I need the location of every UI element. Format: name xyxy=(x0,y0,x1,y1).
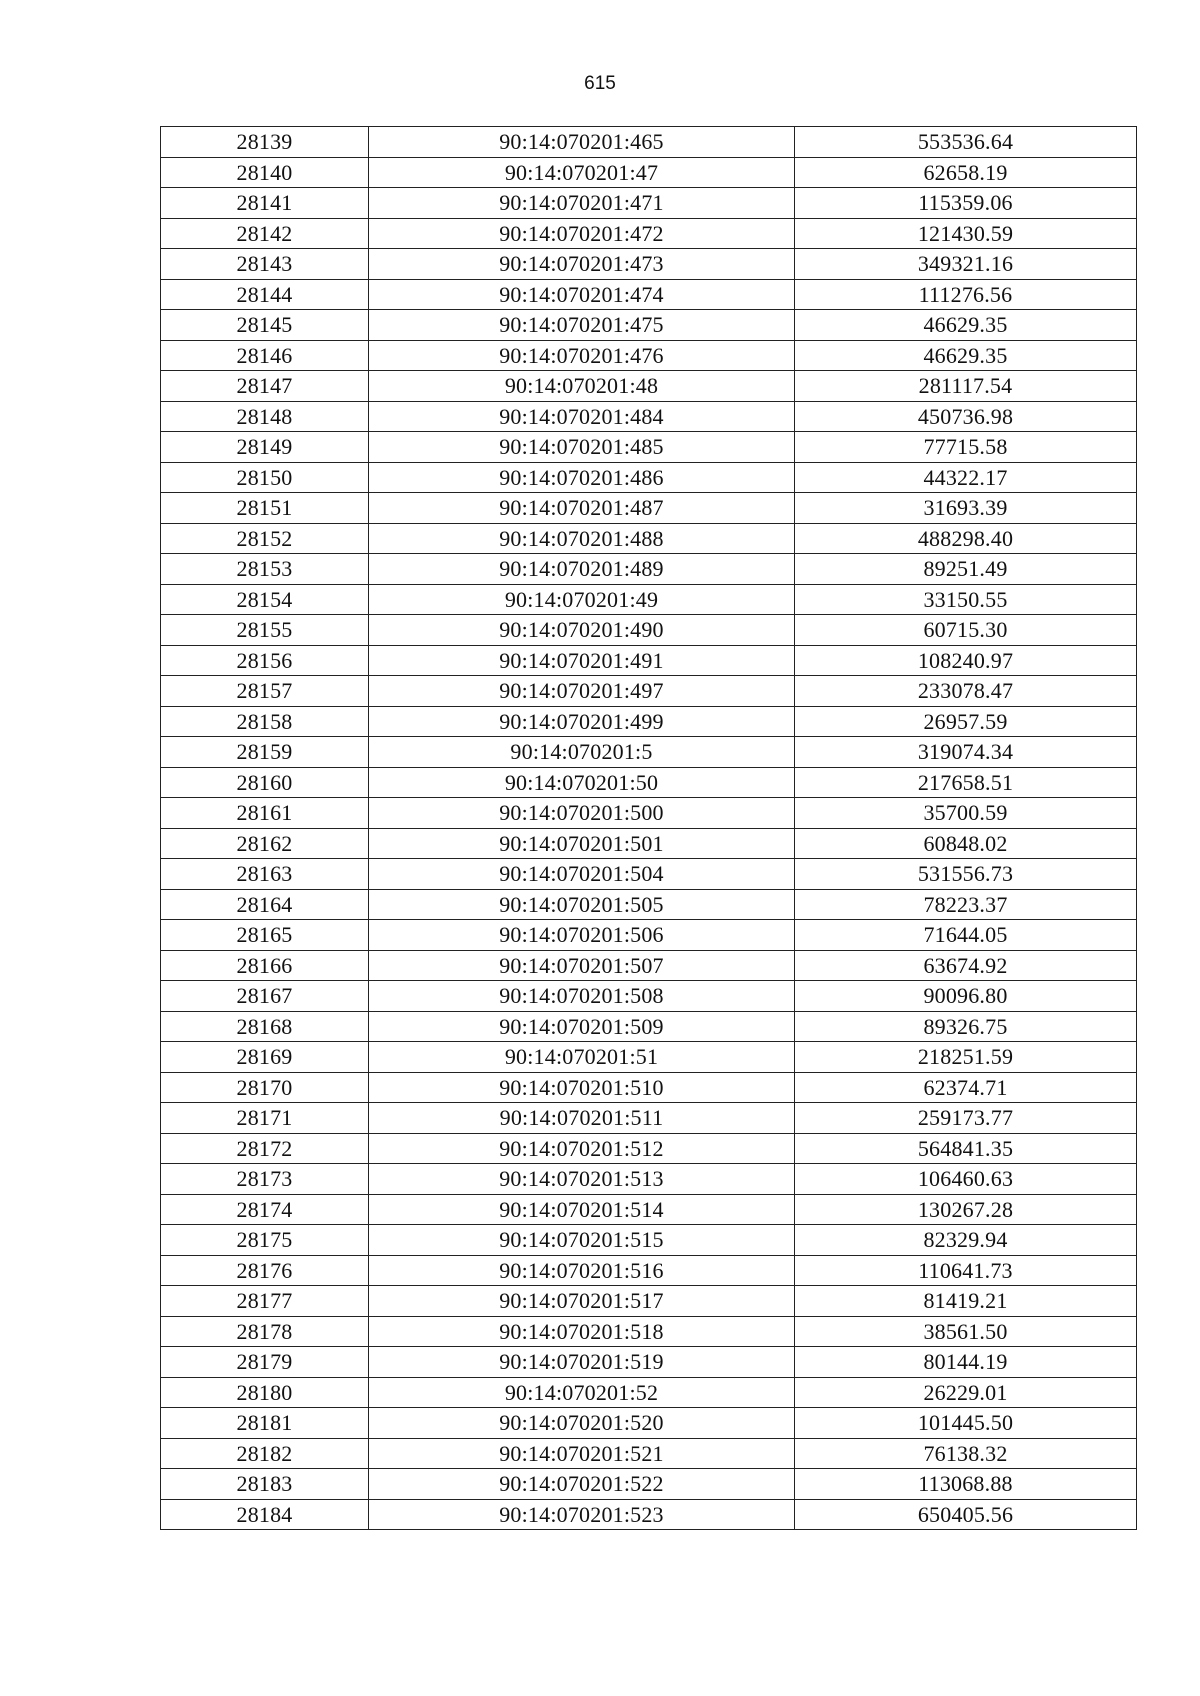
cadastral-value-cell: 553536.64 xyxy=(795,127,1137,158)
table-row xyxy=(161,1316,1137,1347)
cadastral-number-cell: 90:14:070201:499 xyxy=(369,706,795,737)
cadastral-value-cell: 62658.19 xyxy=(795,157,1137,188)
cadastral-value-cell: 60848.02 xyxy=(795,828,1137,859)
table-row xyxy=(161,1103,1137,1134)
cadastral-number-cell: 90:14:070201:515 xyxy=(369,1225,795,1256)
row-number-cell: 28154 xyxy=(161,584,369,615)
table-row xyxy=(161,1164,1137,1195)
table-row xyxy=(161,310,1137,341)
table-row xyxy=(161,432,1137,463)
cadastral-number-cell: 90:14:070201:50 xyxy=(369,767,795,798)
cadastral-number-cell: 90:14:070201:485 xyxy=(369,432,795,463)
cadastral-number-cell: 90:14:070201:512 xyxy=(369,1133,795,1164)
table-row xyxy=(161,188,1137,219)
table-row xyxy=(161,1042,1137,1073)
table-row xyxy=(161,767,1137,798)
row-number-cell: 28148 xyxy=(161,401,369,432)
row-number-cell: 28142 xyxy=(161,218,369,249)
cadastral-value-cell: 110641.73 xyxy=(795,1255,1137,1286)
table-row xyxy=(161,249,1137,280)
cadastral-number-cell: 90:14:070201:507 xyxy=(369,950,795,981)
row-number-cell: 28153 xyxy=(161,554,369,585)
row-number-cell: 28169 xyxy=(161,1042,369,1073)
row-number-cell: 28143 xyxy=(161,249,369,280)
row-number-cell: 28181 xyxy=(161,1408,369,1439)
row-number-cell: 28166 xyxy=(161,950,369,981)
row-number-cell: 28175 xyxy=(161,1225,369,1256)
row-number-cell: 28164 xyxy=(161,889,369,920)
table-row xyxy=(161,1408,1137,1439)
table-row xyxy=(161,1286,1137,1317)
cadastral-value-cell: 113068.88 xyxy=(795,1469,1137,1500)
table-row xyxy=(161,462,1137,493)
cadastral-number-cell: 90:14:070201:475 xyxy=(369,310,795,341)
table-row xyxy=(161,584,1137,615)
row-number-cell: 28165 xyxy=(161,920,369,951)
table-body xyxy=(161,127,1137,1530)
table-row xyxy=(161,1011,1137,1042)
cadastral-value-cell: 31693.39 xyxy=(795,493,1137,524)
row-number-cell: 28150 xyxy=(161,462,369,493)
row-number-cell: 28151 xyxy=(161,493,369,524)
cadastral-value-cell: 218251.59 xyxy=(795,1042,1137,1073)
cadastral-number-cell: 90:14:070201:520 xyxy=(369,1408,795,1439)
cadastral-value-cell: 349321.16 xyxy=(795,249,1137,280)
row-number-cell: 28162 xyxy=(161,828,369,859)
cadastral-value-cell: 101445.50 xyxy=(795,1408,1137,1439)
row-number-cell: 28147 xyxy=(161,371,369,402)
table-row xyxy=(161,1072,1137,1103)
cadastral-value-table xyxy=(160,126,1137,1530)
cadastral-value-cell: 564841.35 xyxy=(795,1133,1137,1164)
row-number-cell: 28184 xyxy=(161,1499,369,1530)
table-row xyxy=(161,645,1137,676)
table-row xyxy=(161,523,1137,554)
cadastral-value-cell: 63674.92 xyxy=(795,950,1137,981)
cadastral-number-cell: 90:14:070201:472 xyxy=(369,218,795,249)
cadastral-value-cell: 111276.56 xyxy=(795,279,1137,310)
cadastral-value-cell: 81419.21 xyxy=(795,1286,1137,1317)
table-row xyxy=(161,1194,1137,1225)
row-number-cell: 28152 xyxy=(161,523,369,554)
cadastral-value-cell: 35700.59 xyxy=(795,798,1137,829)
cadastral-value-cell: 33150.55 xyxy=(795,584,1137,615)
cadastral-value-cell: 26229.01 xyxy=(795,1377,1137,1408)
row-number-cell: 28174 xyxy=(161,1194,369,1225)
cadastral-number-cell: 90:14:070201:508 xyxy=(369,981,795,1012)
cadastral-number-cell: 90:14:070201:518 xyxy=(369,1316,795,1347)
cadastral-value-cell: 71644.05 xyxy=(795,920,1137,951)
cadastral-number-cell: 90:14:070201:47 xyxy=(369,157,795,188)
row-number-cell: 28146 xyxy=(161,340,369,371)
cadastral-number-cell: 90:14:070201:51 xyxy=(369,1042,795,1073)
cadastral-value-cell: 450736.98 xyxy=(795,401,1137,432)
row-number-cell: 28172 xyxy=(161,1133,369,1164)
cadastral-value-cell: 488298.40 xyxy=(795,523,1137,554)
cadastral-value-cell: 259173.77 xyxy=(795,1103,1137,1134)
cadastral-value-cell: 77715.58 xyxy=(795,432,1137,463)
table-row xyxy=(161,798,1137,829)
cadastral-number-cell: 90:14:070201:513 xyxy=(369,1164,795,1195)
cadastral-value-cell: 319074.34 xyxy=(795,737,1137,768)
cadastral-value-cell: 108240.97 xyxy=(795,645,1137,676)
cadastral-number-cell: 90:14:070201:514 xyxy=(369,1194,795,1225)
table-row xyxy=(161,981,1137,1012)
cadastral-value-cell: 44322.17 xyxy=(795,462,1137,493)
row-number-cell: 28182 xyxy=(161,1438,369,1469)
table-row xyxy=(161,920,1137,951)
table-row xyxy=(161,157,1137,188)
row-number-cell: 28158 xyxy=(161,706,369,737)
cadastral-number-cell: 90:14:070201:5 xyxy=(369,737,795,768)
table-row xyxy=(161,1499,1137,1530)
cadastral-number-cell: 90:14:070201:501 xyxy=(369,828,795,859)
cadastral-value-cell: 233078.47 xyxy=(795,676,1137,707)
cadastral-value-cell: 106460.63 xyxy=(795,1164,1137,1195)
cadastral-value-cell: 531556.73 xyxy=(795,859,1137,890)
table-row xyxy=(161,371,1137,402)
table-row xyxy=(161,340,1137,371)
cadastral-number-cell: 90:14:070201:497 xyxy=(369,676,795,707)
cadastral-number-cell: 90:14:070201:471 xyxy=(369,188,795,219)
cadastral-value-cell: 217658.51 xyxy=(795,767,1137,798)
row-number-cell: 28183 xyxy=(161,1469,369,1500)
row-number-cell: 28139 xyxy=(161,127,369,158)
cadastral-number-cell: 90:14:070201:486 xyxy=(369,462,795,493)
cadastral-value-cell: 115359.06 xyxy=(795,188,1137,219)
table-row xyxy=(161,279,1137,310)
cadastral-value-cell: 78223.37 xyxy=(795,889,1137,920)
row-number-cell: 28171 xyxy=(161,1103,369,1134)
cadastral-number-cell: 90:14:070201:484 xyxy=(369,401,795,432)
cadastral-number-cell: 90:14:070201:49 xyxy=(369,584,795,615)
cadastral-value-cell: 62374.71 xyxy=(795,1072,1137,1103)
table-row xyxy=(161,493,1137,524)
cadastral-number-cell: 90:14:070201:476 xyxy=(369,340,795,371)
table-row xyxy=(161,554,1137,585)
table-row xyxy=(161,889,1137,920)
cadastral-number-cell: 90:14:070201:521 xyxy=(369,1438,795,1469)
cadastral-value-cell: 46629.35 xyxy=(795,340,1137,371)
table-row xyxy=(161,127,1137,158)
row-number-cell: 28180 xyxy=(161,1377,369,1408)
table-row xyxy=(161,1225,1137,1256)
table-row xyxy=(161,950,1137,981)
table-row xyxy=(161,706,1137,737)
cadastral-value-cell: 76138.32 xyxy=(795,1438,1137,1469)
table-row xyxy=(161,615,1137,646)
cadastral-number-cell: 90:14:070201:505 xyxy=(369,889,795,920)
table-row xyxy=(161,1438,1137,1469)
table-row xyxy=(161,1377,1137,1408)
row-number-cell: 28156 xyxy=(161,645,369,676)
table-row xyxy=(161,1255,1137,1286)
cadastral-number-cell: 90:14:070201:519 xyxy=(369,1347,795,1378)
row-number-cell: 28149 xyxy=(161,432,369,463)
cadastral-value-cell: 46629.35 xyxy=(795,310,1137,341)
row-number-cell: 28167 xyxy=(161,981,369,1012)
cadastral-number-cell: 90:14:070201:488 xyxy=(369,523,795,554)
row-number-cell: 28157 xyxy=(161,676,369,707)
cadastral-number-cell: 90:14:070201:506 xyxy=(369,920,795,951)
row-number-cell: 28160 xyxy=(161,767,369,798)
cadastral-value-cell: 38561.50 xyxy=(795,1316,1137,1347)
cadastral-number-cell: 90:14:070201:509 xyxy=(369,1011,795,1042)
table-row xyxy=(161,1347,1137,1378)
cadastral-number-cell: 90:14:070201:517 xyxy=(369,1286,795,1317)
row-number-cell: 28163 xyxy=(161,859,369,890)
cadastral-number-cell: 90:14:070201:516 xyxy=(369,1255,795,1286)
cadastral-number-cell: 90:14:070201:474 xyxy=(369,279,795,310)
row-number-cell: 28144 xyxy=(161,279,369,310)
cadastral-number-cell: 90:14:070201:487 xyxy=(369,493,795,524)
cadastral-value-cell: 80144.19 xyxy=(795,1347,1137,1378)
cadastral-number-cell: 90:14:070201:490 xyxy=(369,615,795,646)
cadastral-number-cell: 90:14:070201:511 xyxy=(369,1103,795,1134)
row-number-cell: 28168 xyxy=(161,1011,369,1042)
table-row xyxy=(161,676,1137,707)
cadastral-number-cell: 90:14:070201:504 xyxy=(369,859,795,890)
cadastral-value-cell: 60715.30 xyxy=(795,615,1137,646)
row-number-cell: 28161 xyxy=(161,798,369,829)
row-number-cell: 28159 xyxy=(161,737,369,768)
row-number-cell: 28178 xyxy=(161,1316,369,1347)
table-row xyxy=(161,1133,1137,1164)
cadastral-number-cell: 90:14:070201:523 xyxy=(369,1499,795,1530)
cadastral-value-cell: 26957.59 xyxy=(795,706,1137,737)
table-row xyxy=(161,218,1137,249)
row-number-cell: 28140 xyxy=(161,157,369,188)
table-row xyxy=(161,1469,1137,1500)
row-number-cell: 28173 xyxy=(161,1164,369,1195)
table-row xyxy=(161,828,1137,859)
row-number-cell: 28141 xyxy=(161,188,369,219)
cadastral-number-cell: 90:14:070201:489 xyxy=(369,554,795,585)
cadastral-number-cell: 90:14:070201:465 xyxy=(369,127,795,158)
cadastral-value-cell: 130267.28 xyxy=(795,1194,1137,1225)
cadastral-value-cell: 82329.94 xyxy=(795,1225,1137,1256)
page-number: 615 xyxy=(584,73,616,94)
cadastral-value-cell: 281117.54 xyxy=(795,371,1137,402)
row-number-cell: 28145 xyxy=(161,310,369,341)
cadastral-number-cell: 90:14:070201:500 xyxy=(369,798,795,829)
table-row xyxy=(161,401,1137,432)
cadastral-value-cell: 121430.59 xyxy=(795,218,1137,249)
cadastral-number-cell: 90:14:070201:52 xyxy=(369,1377,795,1408)
cadastral-number-cell: 90:14:070201:522 xyxy=(369,1469,795,1500)
row-number-cell: 28155 xyxy=(161,615,369,646)
row-number-cell: 28170 xyxy=(161,1072,369,1103)
table-row xyxy=(161,737,1137,768)
cadastral-number-cell: 90:14:070201:48 xyxy=(369,371,795,402)
cadastral-number-cell: 90:14:070201:473 xyxy=(369,249,795,280)
cadastral-value-cell: 650405.56 xyxy=(795,1499,1137,1530)
cadastral-value-cell: 89251.49 xyxy=(795,554,1137,585)
cadastral-value-cell: 89326.75 xyxy=(795,1011,1137,1042)
cadastral-number-cell: 90:14:070201:510 xyxy=(369,1072,795,1103)
table-row xyxy=(161,859,1137,890)
row-number-cell: 28177 xyxy=(161,1286,369,1317)
row-number-cell: 28176 xyxy=(161,1255,369,1286)
cadastral-value-cell: 90096.80 xyxy=(795,981,1137,1012)
cadastral-number-cell: 90:14:070201:491 xyxy=(369,645,795,676)
row-number-cell: 28179 xyxy=(161,1347,369,1378)
